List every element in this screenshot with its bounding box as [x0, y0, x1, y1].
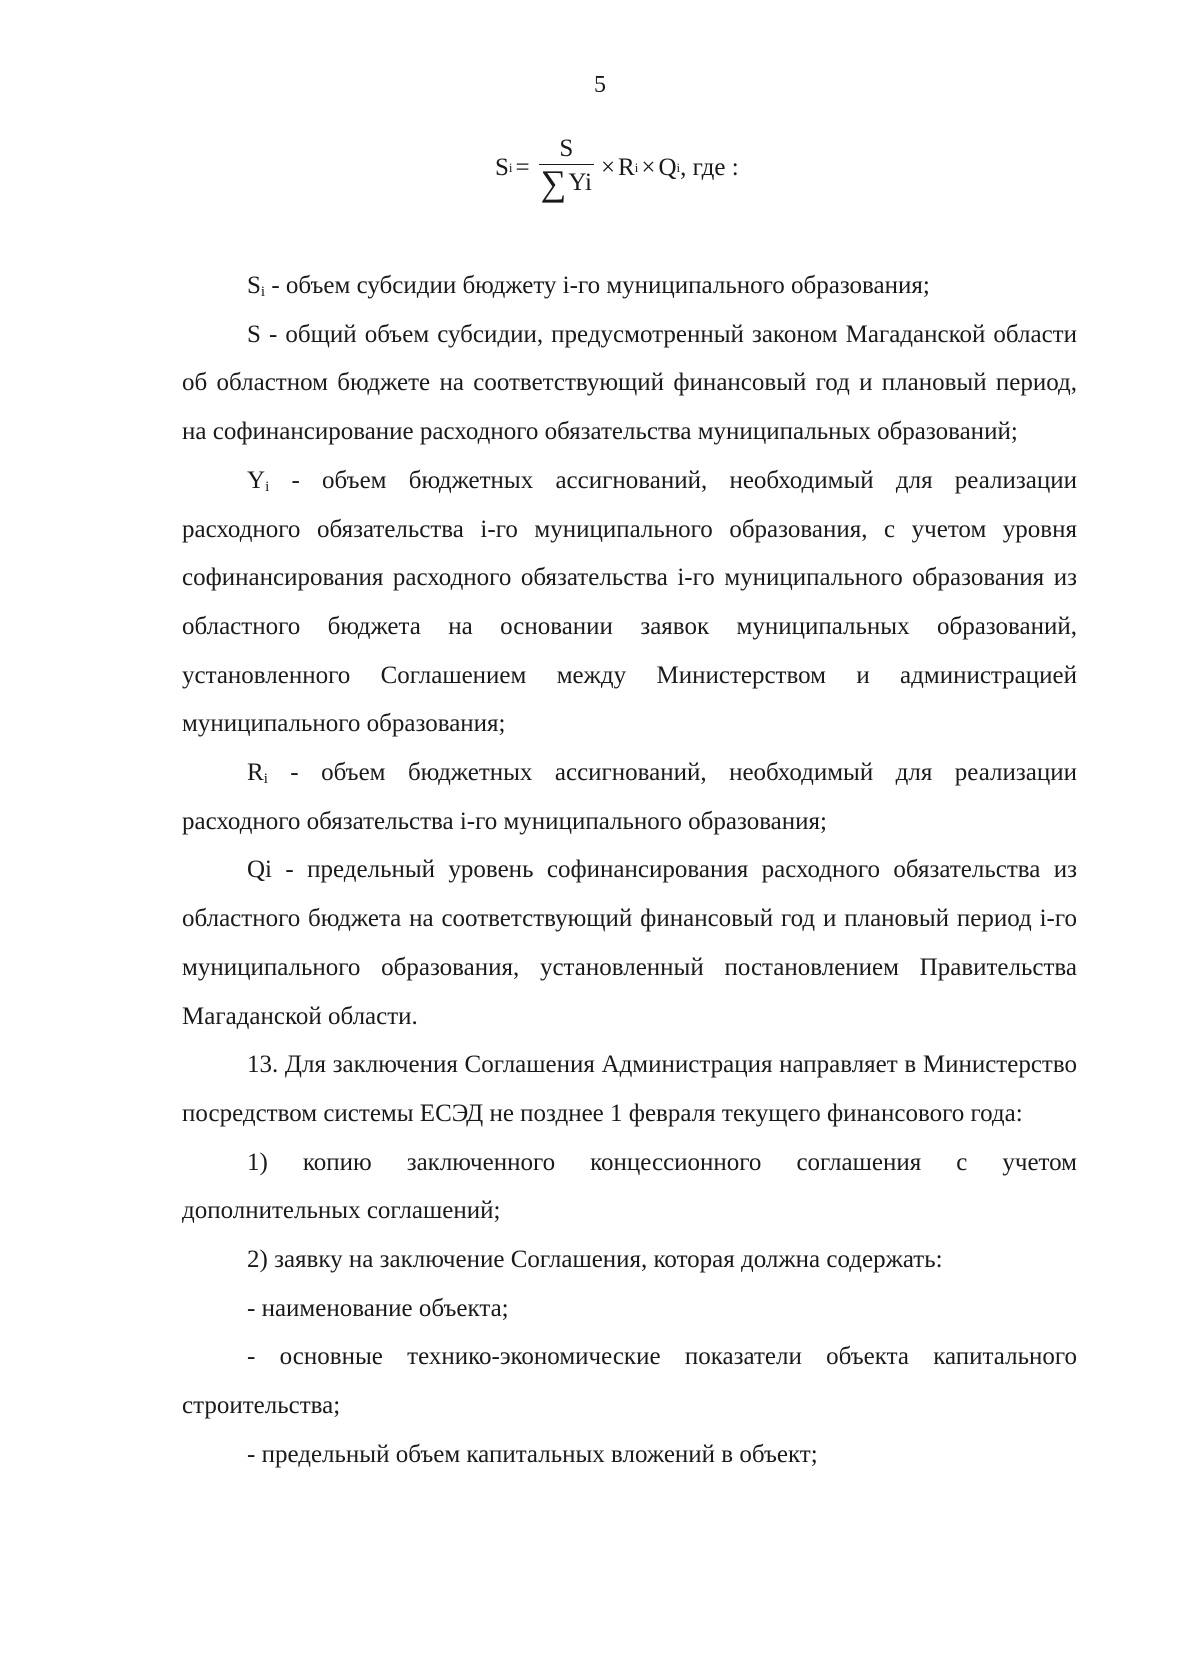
- definition-text: - предельный уровень софинансирования расходного обязательства из областного бюджета на соответствующий финансовый год и плановый период i-го муниципального образования, установленный постановлением Правительства Магаданской области.: [182, 856, 1077, 1030]
- definition-symbol-sub: i: [260, 284, 266, 300]
- definition-text: - объем бюджетных ассигнований, необходимый для реализации расходного обязательства i-го муниципального образования;: [182, 759, 1077, 835]
- definition-text: - общий объем субсидии, предусмотренный законом Магаданской области об областном бюджете на соответствующий финансовый год и плановый период, на софинансирование расходного обязательства муниципальных образований;: [182, 320, 1077, 446]
- formula-fraction: [539, 135, 594, 204]
- definition-symbol: R: [247, 759, 264, 787]
- list-item-1: 1) копию заключенного концессионного соглашения с учетом дополнительных соглашений;: [182, 1148, 1077, 1225]
- formula: [495, 128, 739, 208]
- formula-numerator: S: [559, 135, 574, 163]
- formula-tail: , где :: [680, 154, 739, 181]
- formula-equals: =: [515, 154, 530, 181]
- formula-denominator-text: Yi: [568, 169, 592, 197]
- document-body: [182, 262, 1077, 1480]
- definition-s: [182, 311, 1077, 457]
- definition-symbol: Qi: [247, 856, 272, 884]
- definition-si: [182, 262, 1077, 311]
- formula-sigma: ∑: [540, 163, 567, 204]
- formula-times-1: ×: [600, 154, 616, 181]
- definition-symbol: S: [247, 320, 261, 348]
- definition-text: - объем субсидии бюджету i-го муниципального образования;: [265, 272, 930, 299]
- definition-symbol: S: [247, 272, 261, 299]
- page-number: 5: [594, 72, 606, 98]
- formula-r: R: [618, 154, 635, 181]
- formula-lhs: S: [495, 154, 509, 181]
- list-item-capital-volume: - предельный объем капитальных вложений в объект;: [247, 1440, 818, 1468]
- definition-symbol: Y: [247, 466, 266, 494]
- definition-symbol-sub: i: [263, 771, 268, 788]
- formula-q-sub: i: [676, 160, 681, 175]
- definition-yi: [182, 457, 1077, 749]
- list-item-indicators: - основные технико-экономические показатели объекта капитального строительства;: [182, 1343, 1077, 1420]
- formula-r-sub: i: [634, 160, 639, 175]
- definition-ri: [182, 749, 1077, 846]
- formula-lhs-sub: i: [508, 160, 513, 175]
- definition-text: - объем бюджетных ассигнований, необходимый для реализации расходного обязательства i-го муниципального образования, с учетом уровня софинансирования расходного обязательства i-го муниципального образования из областного бюджета на основании заявок муниципальных образований, установленного Соглашением между Министерством и администрацией муниципального образования;: [182, 466, 1077, 738]
- formula-denominator: [539, 163, 594, 204]
- formula-times-2: ×: [641, 154, 656, 181]
- definition-symbol-sub: i: [265, 478, 270, 495]
- paragraph-13: 13. Для заключения Соглашения Администрация направляет в Министерство посредством системы ЕСЭД не позднее 1 февраля текущего финансового года:: [182, 1051, 1077, 1127]
- list-item-2: 2) заявку на заключение Соглашения, которая должна содержать:: [247, 1246, 943, 1274]
- list-item-object-name: - наименование объекта;: [247, 1294, 509, 1322]
- definition-qi: [182, 846, 1077, 1041]
- formula-q: Q: [658, 154, 677, 181]
